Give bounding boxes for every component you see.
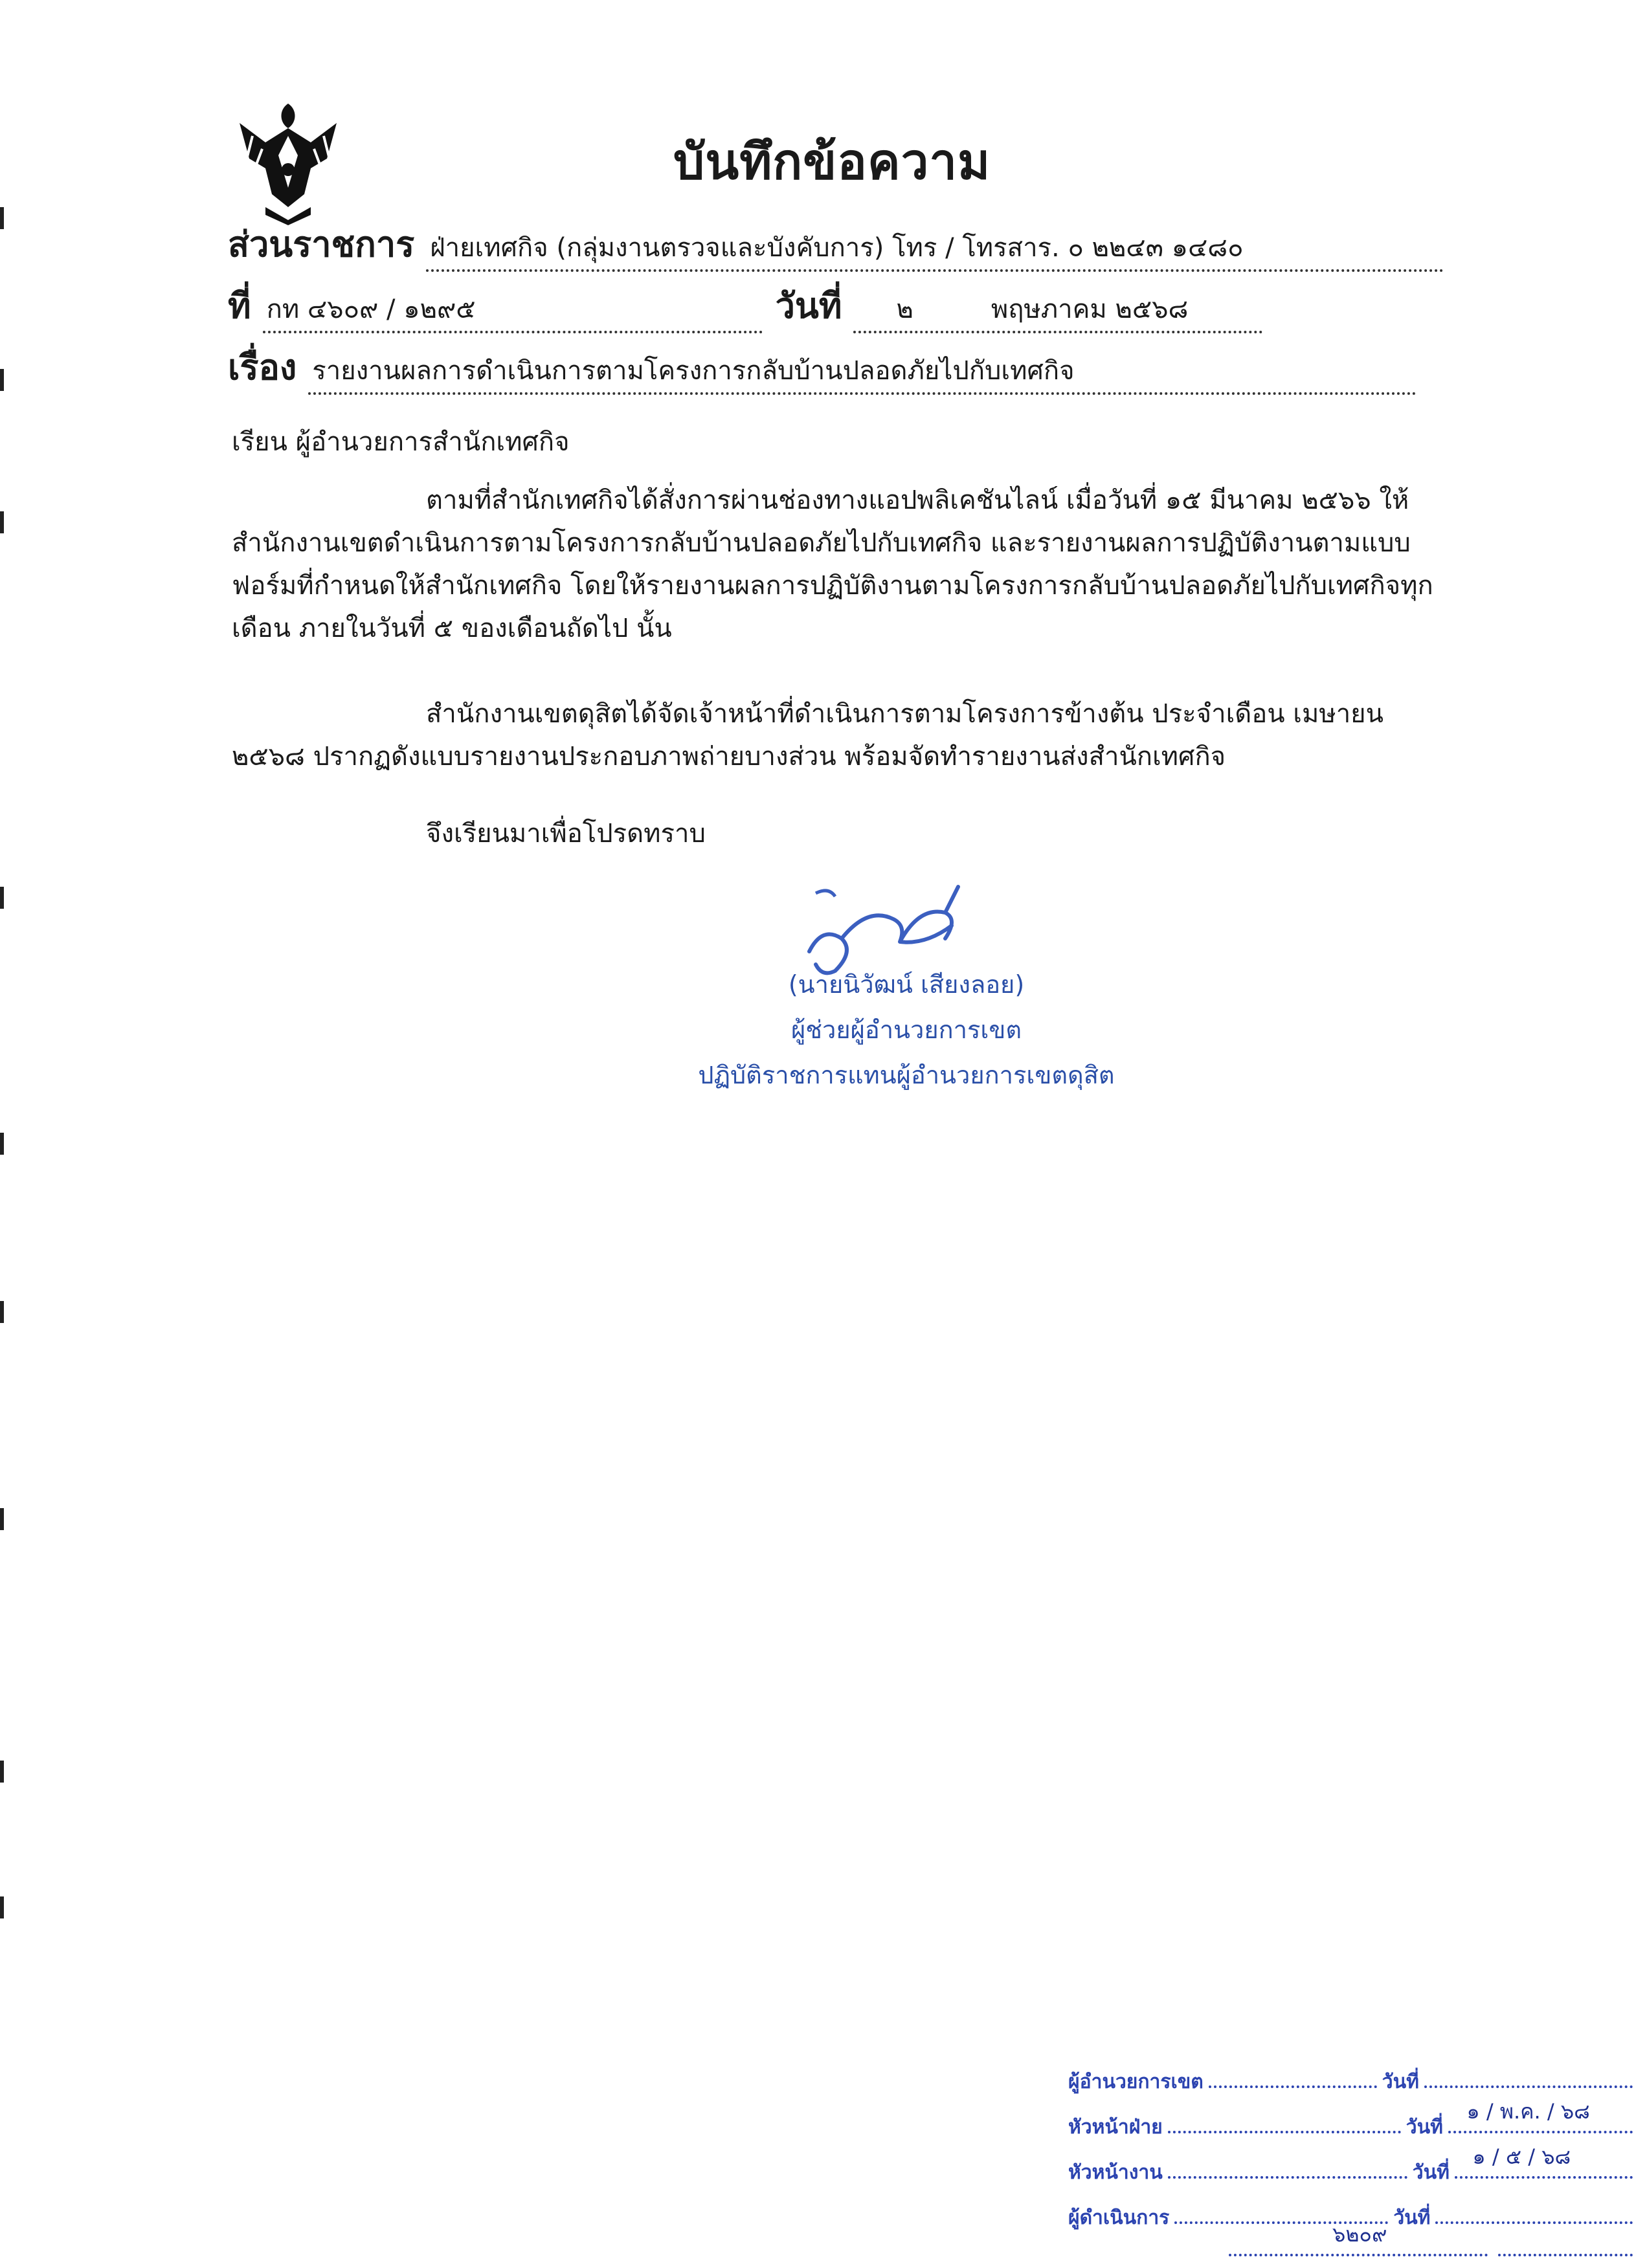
stamp-row-2 <box>991 2097 1638 2142</box>
scan-edge-mark <box>0 511 4 533</box>
stamp-row-1 <box>991 2065 1638 2097</box>
garuda-emblem-icon <box>227 97 350 227</box>
scan-edge-mark <box>0 1133 4 1155</box>
stamp-row-3-date-value: ๑ / ๕ / ๖๘ <box>1472 2144 1571 2169</box>
reference-date-row <box>228 275 1262 333</box>
scan-edge-mark <box>0 1508 4 1530</box>
stamp-row-5-value: ๖๒๐๙ <box>1332 2222 1387 2247</box>
signer-name: (นายนิวัฒน์ เสียงลอย) <box>788 970 1025 999</box>
scan-edge-mark <box>0 1896 4 1918</box>
closing-line: จึงเรียนมาเพื่อโปรดทราบ <box>426 819 706 849</box>
date-month-year: พฤษภาคม ๒๕๖๘ <box>991 295 1189 324</box>
stamp-row-1-date-label: วันที่ <box>1382 2071 1419 2093</box>
stamp-row-4 <box>991 2188 1638 2233</box>
department-value: ฝ่ายเทศกิจ (กลุ่มงานตรวจและบังคับการ) โทร / โทรสาร. ๐ ๒๒๔๓ ๑๔๘๐ <box>426 227 1444 272</box>
stamp-row-3-date-label: วันที่ <box>1412 2161 1450 2184</box>
date-value <box>853 288 1262 333</box>
stamp-row-3-label: หัวหน้างาน <box>1068 2161 1163 2184</box>
subject-value: รายงานผลการดำเนินการตามโครงการกลับบ้านปลอดภัยไปกับเทศกิจ <box>308 350 1417 395</box>
signer-position-1: ผู้ช่วยผู้อำนวยการเขต <box>790 1016 1022 1044</box>
body-paragraph-2: สำนักงานเขตดุสิตได้จัดเจ้าหน้าที่ดำเนินการตามโครงการข้างต้น ประจำเดือน เมษายน ๒๕๖๘ ปรากฏดังแบบรายงานประกอบภาพถ่ายบางส่วน พร้อมจัดทำรายงานส่งสำนักเทศกิจ <box>232 699 1384 772</box>
salutation: เรียน ผู้อำนวยการสำนักเทศกิจ <box>232 427 570 457</box>
scan-edge-mark <box>0 887 4 909</box>
scan-edge-mark <box>0 369 4 391</box>
subject-label: เรื่อง <box>228 347 297 388</box>
scan-edge-mark <box>0 1301 4 1323</box>
department-row <box>228 214 1444 272</box>
receiving-stamp <box>991 2065 1638 2268</box>
stamp-row-3 <box>991 2142 1638 2188</box>
department-label: ส่วนราชการ <box>228 224 415 265</box>
reference-label: ที่ <box>228 285 251 326</box>
stamp-row-4-date-label: วันที่ <box>1393 2207 1431 2229</box>
date-label: วันที่ <box>775 285 842 326</box>
date-day: ๒ <box>896 295 913 324</box>
subject-row <box>228 337 1417 395</box>
scan-edge-mark <box>0 207 4 229</box>
stamp-row-1-label: ผู้อำนวยการเขต <box>1068 2071 1204 2093</box>
signer-position-2: ปฏิบัติราชการแทนผู้อำนวยการเขตดุสิต <box>698 1061 1115 1089</box>
stamp-row-2-date-label: วันที่ <box>1406 2116 1443 2139</box>
document-title: บันทึกข้อความ <box>673 133 991 190</box>
stamp-row-4-label: ผู้ดำเนินการ <box>1068 2207 1170 2229</box>
stamp-row-2-label: หัวหน้าฝ่าย <box>1068 2116 1163 2139</box>
stamp-row-5 <box>991 2222 1638 2265</box>
stamp-row-2-date-value: ๑ / พ.ค. / ๖๘ <box>1466 2099 1590 2124</box>
reference-value: กท ๔๖๐๙ / ๑๒๙๕ <box>263 288 763 333</box>
body-paragraph-1: ตามที่สำนักเทศกิจได้สั่งการผ่านช่องทางแอปพลิเคชันไลน์ เมื่อวันที่ ๑๕ มีนาคม ๒๕๖๖ ให้สำนักงานเขตดำเนินการตามโครงการกลับบ้านปลอดภัยไปกับเทศกิจ และรายงานผลการปฏิบัติงานตามแบบฟอร์มที่กำหนดให้สำนักเทศกิจ โดยให้รายงานผลการปฏิบัติงานตามโครงการกลับบ้านปลอดภัยไปกับเทศกิจทุกเดือน ภายในวันที่ ๕ ของเดือนถัดไป นั้น <box>232 485 1433 643</box>
scan-edge-mark <box>0 1761 4 1783</box>
